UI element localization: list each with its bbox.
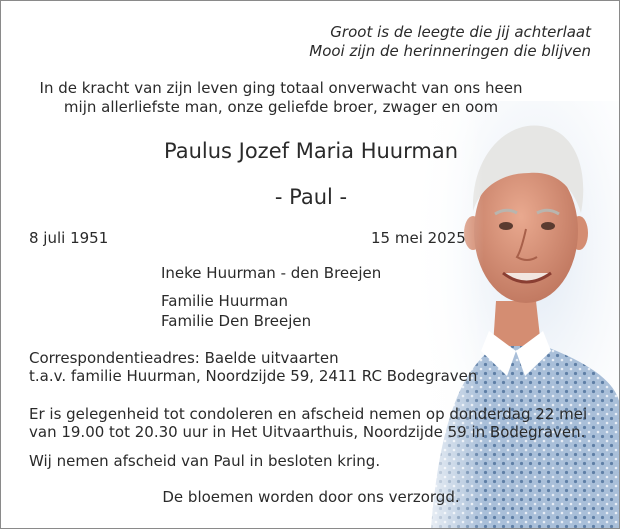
spouse-name: Ineke Huurman - den Breejen (161, 264, 382, 282)
quote-line-2: Mooi zijn de herinneringen die blijven (309, 42, 591, 60)
intro-line-1: In de kracht van zijn leven ging totaal onverwacht van ons heen (39, 79, 523, 97)
family-huurman: Familie Huurman (161, 292, 289, 310)
correspondence-line-1: Correspondentieadres: Baelde uitvaarten (29, 349, 339, 367)
quote-line-1: Groot is de leegte die jij achterlaat (330, 23, 591, 41)
farewell-text: Wij nemen afscheid van Paul in besloten kring. (29, 452, 381, 470)
family-den-breejen: Familie Den Breejen (161, 312, 312, 330)
condolence-line-2: van 19.00 tot 20.30 uur in Het Uitvaarthuis, Noordzijde 59 in Bodegraven. (29, 423, 586, 441)
death-date: 15 mei 2025 (371, 229, 466, 247)
full-name-text: Paulus Jozef Maria Huurman (163, 139, 459, 163)
portrait-photo (411, 101, 619, 528)
birth-date: 8 juli 1951 (29, 229, 109, 247)
condolence-line-1: Er is gelegenheid tot condoleren en afscheid nemen op donderdag 22 mei (29, 405, 588, 423)
flowers-text: De bloemen worden door ons verzorgd. (162, 488, 460, 506)
correspondence-line-2: t.a.v. familie Huurman, Noordzijde 59, 2411 RC Bodegraven (29, 367, 478, 385)
intro-line-2: mijn allerliefste man, onze geliefde broer, zwager en oom (63, 98, 499, 116)
deceased-nickname: - Paul - (274, 185, 348, 209)
